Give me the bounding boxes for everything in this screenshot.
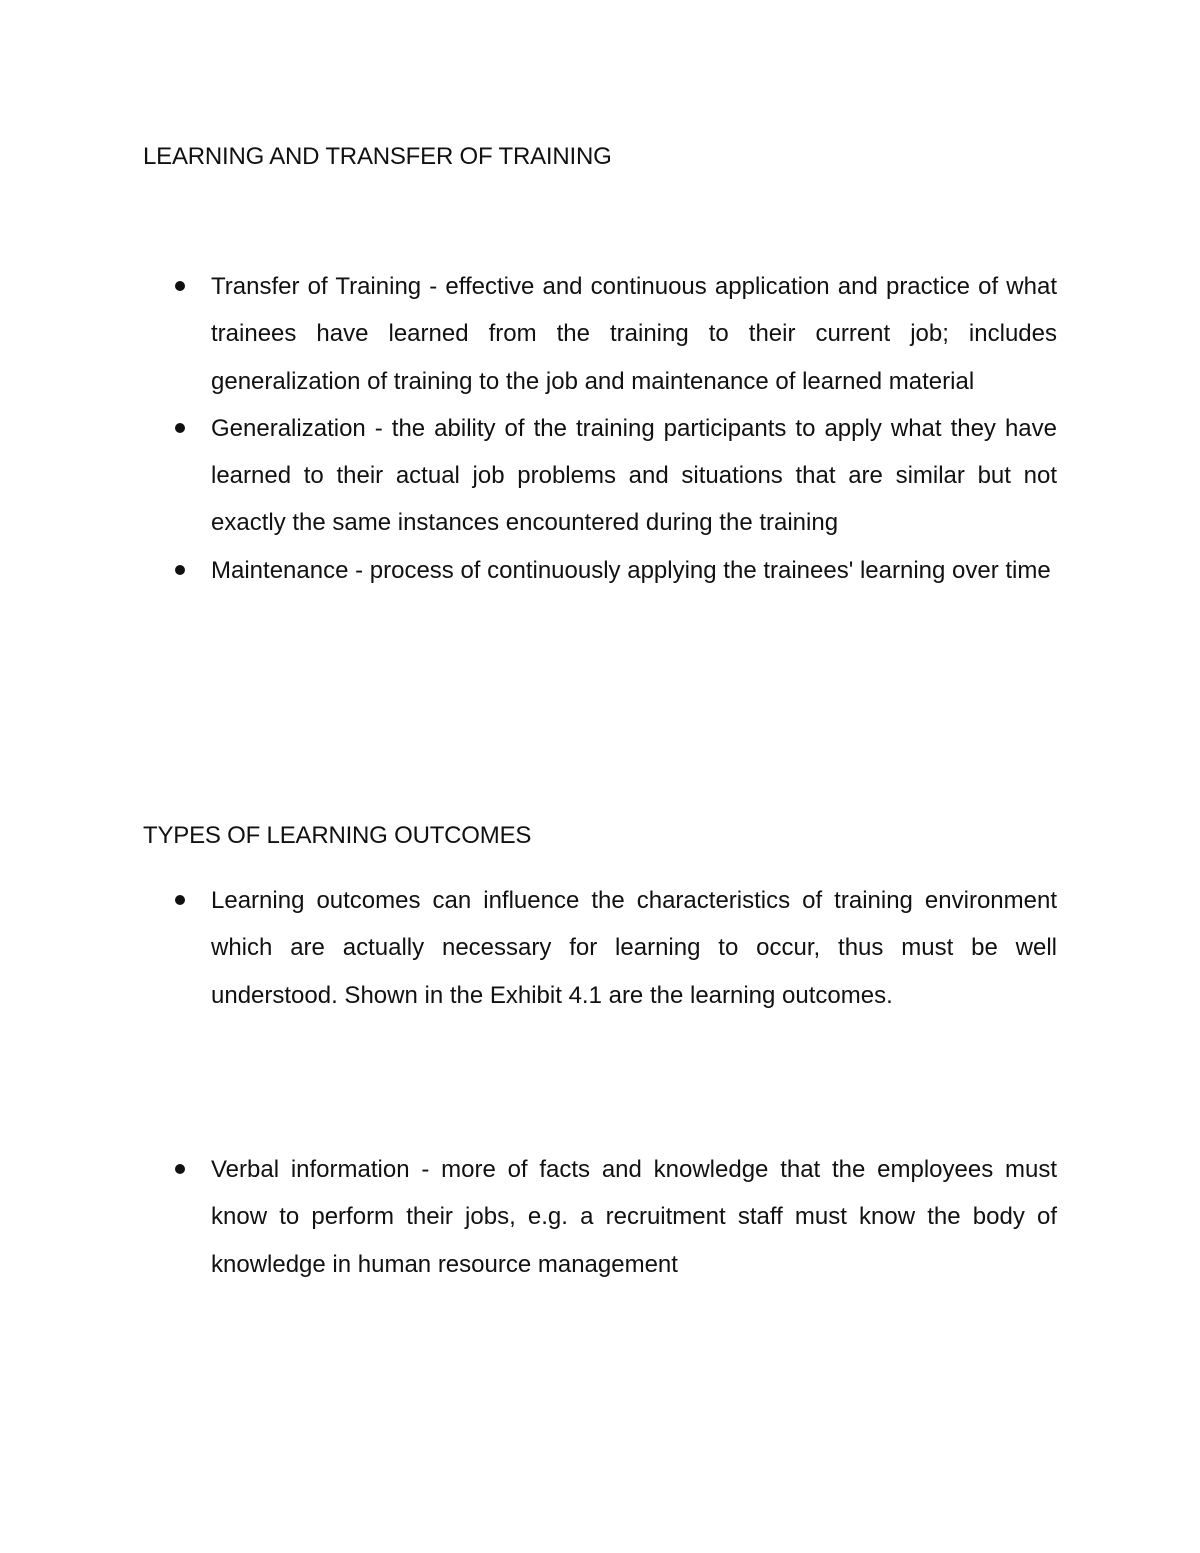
section-heading-learning-and-transfer: LEARNING AND TRANSFER OF TRAINING [143, 143, 612, 170]
bullet-icon [175, 895, 185, 905]
list-item-text: Verbal information - more of facts and knowledge that the employees must know to perform their jobs, e.g. a recruitment staff must know the body of knowledge in human resource management [211, 1156, 1057, 1278]
bullet-list-transfer-terms [0, 263, 1200, 594]
bullet-icon [175, 565, 185, 575]
list-item-text: Learning outcomes can influence the characteristics of training environment which are actually necessary for learning to occur, thus must be well understood. Shown in the Exhibit 4.1 are the learning outcomes. [211, 887, 1057, 1009]
bullet-icon [175, 1164, 185, 1174]
bullet-list-verbal-information [0, 1146, 1200, 1288]
list-item-text: Maintenance - process of continuously applying the trainees' learning over time [211, 556, 1051, 584]
list-item-text: Transfer of Training - effective and continuous application and practice of what trainees have learned from the training to their current job; includes generalization of training to the job and maintenance of learned material [211, 273, 1057, 395]
bullet-icon [175, 281, 185, 291]
list-item-transfer-of-training [0, 263, 1057, 405]
bullet-list-learning-outcomes-intro [0, 877, 1200, 1019]
list-item-verbal-information [0, 1146, 1057, 1288]
list-item-generalization [0, 405, 1057, 547]
list-item-learning-outcomes [0, 877, 1057, 1019]
bullet-icon [175, 423, 185, 433]
list-item-maintenance [0, 547, 1057, 594]
section-heading-types-of-learning-outcomes: TYPES OF LEARNING OUTCOMES [143, 822, 532, 849]
list-item-text: Generalization - the ability of the training participants to apply what they have learned to their actual job problems and situations that are similar but not exactly the same instances encountered during the training [211, 414, 1057, 537]
